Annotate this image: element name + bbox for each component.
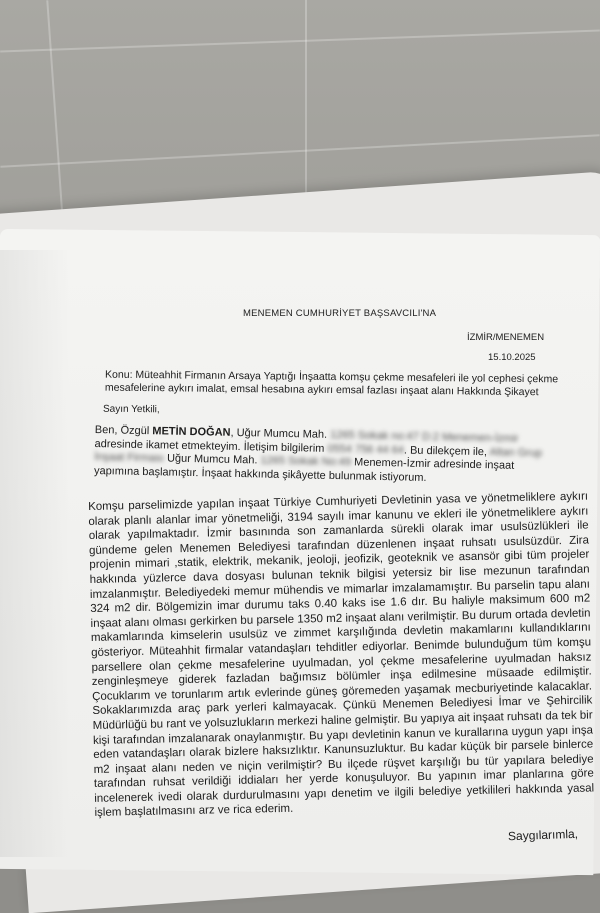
letter-subject: Konu: Müteahhit Firmanın Arsaya Yaptığı İnşaatta komşu çekme mesafeleri ile yol cephesi çekme mesafelerine aykırı imalat, emsal hesabına aykırı emsal fazlası inşaat alanı Hakkında Şikayet <box>104 368 559 399</box>
intro-text: Ben, Özgül <box>94 424 153 438</box>
tile-seam <box>0 134 599 167</box>
letter-date: 15.10.2025 <box>488 352 536 363</box>
tile-seam <box>0 30 600 53</box>
letter-body: Komşu parselimizde yapılan inşaat Türkiye Cumhuriyeti Devletinin yasa ve yönetmeliklere aykırı olarak planlı alanlar imar yönetmeliği, 3194 sayılı imar kanunu ve ekleri ile yönetmeliklere aykırı olarak yapılmaktadır. İzmir basınında son zamanlarda sürekli olarak imar usulsüzlükleri ile gündeme gelen Menemen Belediyesi tarafından düzenlenen inşaat ruhsatı usulsüzdür. Zira projenin mimari ,statik, elektrik, mekanik, jeoloji, jeofizik, geoteknik ve asansör gibi tüm projeler hakkında yüzlerce dava dosyası bulunan teknik bilgisi yetersiz bir lise mezunun tarafından imzalanmıştır. Belediyedeki memur mühendis ve mimarlar imzalamamıştır. Bu parselin tapu alanı 324 m2 dir. Bölgemizin imar durumu taks 0.40 kaks ise 1.6 dır. Bu haliyle maksimum 600 m2 inşaat alanı olması gerkirken bu parsele 1350 m2 inşaat alanı verilmiştir. Bu durum ortada devletin makamlarında kimselerin usulsüz ve zimmet karşılığında devletin makamlarını kullandıklarını gösteriyor. Müteahhit firmalar vatandaşları tehditler ediyorlar. Benimde bulunduğum tüm komşu parsellere olan çekme mesafelerine uyulmadan, yol çekme mesafelerine uyulmadan haksız zenginleşmeye giderek fazladan bağımsız bölümler inşa edilmesine müsaade edilmiştir. Çocuklarım ve torunlarım artık evlerinde güneş göremeden yaşamak mecburiyetinde kalacaklar. Sokaklarımızda araç park yerleri kalmayacak. Çünkü Menemen Belediyesi İmar ve Şehircilik Müdürlüğü bu rant ve yolsuzlukların merkezi haline gelmiştir. Bu yapıya ait inşaat ruhsatı da tek bir kişi tarafından imzalanarak onaylanmıştır. Bu yapı devletinin kanun ve kurallarına uygun yapı inşa eden vatandaşları olarak bizlere haksızlıktır. Kanunsuzluktur. Bu kadar küçük bir parsele binlerce m2 inşaat alanı neden ve niçin verilmiştir? Bu ilçede rüşvet karşılığı bu tür yapılara belediye tarafından ruhsat verildiği iddiaları her yerde konuşuluyor. Bu yapının imar planlarına göre incelenerek ivedi olarak durdurulmasını yapı denetim ve ilgili belediye yetkilileri hakkında yasal işlem başlatılmasını arz ve rica ederim. <box>88 490 595 820</box>
intro-text: Menemen-İzmir adresinde inşaat yapımına başlamıştır. İnşaat hakkında şikâyette bulunmak istiyorum. <box>93 456 515 484</box>
page-curl-shadow <box>0 250 70 857</box>
intro-text: adresinde ikamet etmekteyim. İletişim bilgilerim <box>94 437 328 455</box>
redacted-address-2: 1265 Sokak No:49 <box>260 454 352 469</box>
redacted-address: 1265 Sokak no:47 D:2 Menemen-İzmir <box>330 428 519 445</box>
letter-heading: MENEMEN CUMHURİYET BAŞSAVCILI'NA <box>243 308 437 319</box>
intro-text: Uğur Mumcu Mah. <box>163 452 261 467</box>
intro-text: . Bu dilekçem ile, <box>403 443 490 458</box>
redacted-firm: Altan Grup İnşaat Firması <box>94 445 543 465</box>
letter-intro <box>94 424 560 488</box>
redacted-phone: 0554 756 44 64 <box>327 442 405 456</box>
intro-text: , Uğur Mumcu Mah. <box>230 426 331 441</box>
letter-greeting: Sayın Yetkili, <box>102 403 160 416</box>
sender-name: METİN DOĞAN <box>152 425 231 439</box>
letter-closing: Saygılarımla, <box>507 826 579 844</box>
letter-city: İZMİR/MENEMEN <box>467 332 545 343</box>
